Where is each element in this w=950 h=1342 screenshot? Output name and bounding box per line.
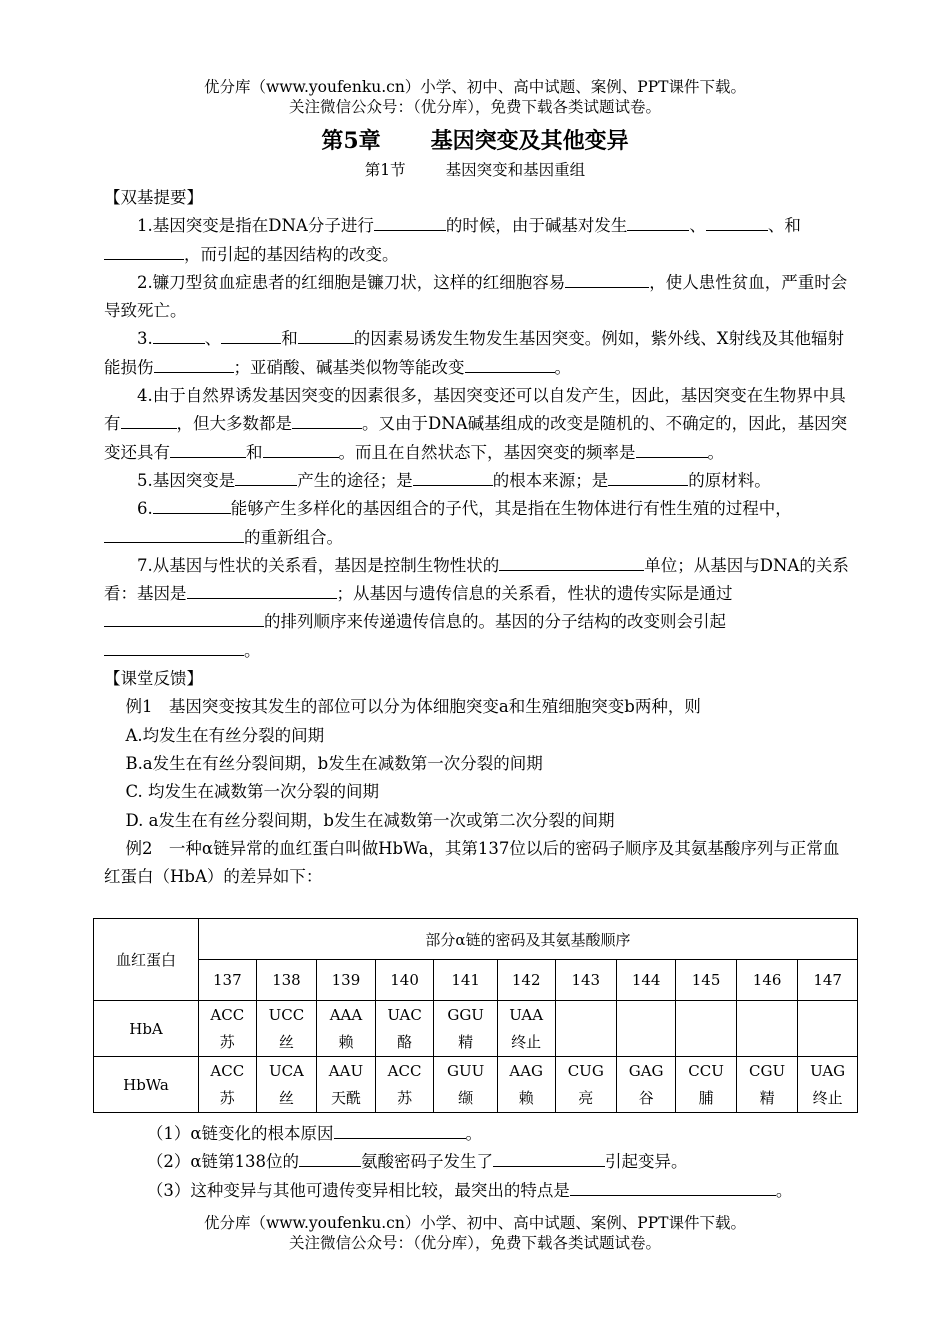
- amino-acid: 亮: [578, 1088, 594, 1107]
- amino-acid: 赖: [338, 1032, 354, 1051]
- amino-acid: 苏: [219, 1032, 235, 1051]
- example-2-questions: [104, 1120, 854, 1205]
- amino-acid: 苏: [397, 1088, 413, 1107]
- position-header: 140: [375, 960, 434, 1001]
- codon: CGU: [749, 1061, 786, 1080]
- amino-acid: 酪: [397, 1032, 413, 1051]
- hemoglobin-name: HbA: [94, 1001, 199, 1057]
- codon: AAA: [329, 1005, 363, 1024]
- codon: UAA: [509, 1005, 544, 1024]
- chapter-name: 基因突变及其他变异: [430, 128, 629, 154]
- codon: ACC: [387, 1061, 422, 1080]
- amino-acid: 丝: [278, 1032, 294, 1051]
- codon-cell: [555, 1001, 616, 1057]
- codon: UAG: [810, 1061, 846, 1080]
- codon-cell: [736, 1057, 797, 1113]
- codon-cell: [199, 1001, 257, 1057]
- question-7: 7.从基因与性状的关系看，基因是控制生物性状的 单位；从基因与DNA的关系看：基因是 ；从基因与遗传信息的关系看，性状的遗传实际是通过的排列顺序来传递遗传信息的。基因的分子结构的改变则会引起。: [104, 552, 854, 665]
- header-line-2: 关注微信公众号：（优分库），免费下载各类试题试卷。: [288, 98, 661, 116]
- position-header: 139: [317, 960, 375, 1001]
- codon: AAU: [328, 1061, 364, 1080]
- header-line-1: 优分库（www.youfenku.cn）小学、初中、高中试题、案例、PPT课件下载。: [203, 78, 747, 96]
- codon: UAC: [387, 1005, 422, 1024]
- position-header: 146: [736, 960, 797, 1001]
- section-label-feedback: 【课堂反馈】: [104, 669, 203, 689]
- example-1-option-b: B.a发生在有丝分裂间期，b发生在减数第一次分裂的间期: [125, 753, 543, 773]
- amino-acid: 缬: [458, 1088, 474, 1107]
- example-1-stem: 例1 基因突变按其发生的部位可以分为体细胞突变a和生殖细胞突变b两种，则: [125, 697, 701, 717]
- position-header: 144: [616, 960, 675, 1001]
- amino-acid: 丝: [278, 1088, 294, 1107]
- codon-cell: [676, 1057, 737, 1113]
- codon: ACC: [210, 1061, 245, 1080]
- amino-acid: 天酰: [330, 1088, 361, 1107]
- amino-acid: 精: [759, 1088, 775, 1107]
- amino-acid: 精: [458, 1032, 474, 1051]
- hemoglobin-name: HbWa: [94, 1057, 199, 1113]
- codon: GGU: [447, 1005, 484, 1024]
- codon-cell: [676, 1001, 737, 1057]
- question-1: 1.基因突变是指在DNA分子进行 的时候，由于碱基对发生 、 、和，而引起的基因结构的改变。: [104, 212, 854, 269]
- section-title: [0, 158, 950, 180]
- example-2-stem: 例2 一种α链异常的血红蛋白叫做HbWa，其第137位以后的密码子顺序及其氨基酸序列与正常血红蛋白（HbA）的差异如下：: [104, 838, 840, 887]
- codon-cell: [616, 1001, 675, 1057]
- codon-cell: [375, 1001, 434, 1057]
- amino-acid: 脯: [698, 1088, 714, 1107]
- codon: UCC: [268, 1005, 305, 1024]
- table-column-header: 部分α链的密码及其氨基酸顺序: [199, 919, 858, 960]
- sub-question-2: （2）α链第138位的 氨酸密码子发生了 引起变异。: [104, 1148, 854, 1176]
- table-row-header: 血红蛋白: [94, 919, 199, 1001]
- codon: UCA: [268, 1061, 304, 1080]
- position-header: 141: [434, 960, 497, 1001]
- example-1-option-d: D. a发生在有丝分裂间期，b发生在减数第一次或第二次分裂的间期: [125, 810, 615, 830]
- hemoglobin-table: [93, 918, 858, 1113]
- amino-acid: 赖: [518, 1088, 534, 1107]
- amino-acid: 终止: [511, 1032, 542, 1051]
- amino-acid: 终止: [812, 1088, 843, 1107]
- chapter-number: 第5章: [321, 128, 381, 154]
- codon: GUU: [447, 1061, 485, 1080]
- codon-cell: [256, 1057, 317, 1113]
- codon: AAG: [509, 1061, 544, 1080]
- sub-question-1: （1）α链变化的根本原因 。: [104, 1120, 854, 1148]
- codon-cell: [434, 1001, 497, 1057]
- codon-cell: [798, 1001, 858, 1057]
- chapter-title: [0, 124, 950, 155]
- codon-cell: [375, 1057, 434, 1113]
- sub-question-3: （3）这种变异与其他可遗传变异相比较，最突出的特点是 。: [104, 1177, 854, 1205]
- codon-cell: [616, 1057, 675, 1113]
- footer-line-1: 优分库（www.youfenku.cn）小学、初中、高中试题、案例、PPT课件下载。: [203, 1214, 747, 1232]
- position-header: 137: [199, 960, 257, 1001]
- question-4: 4.由于自然界诱发基因突变的因素很多，基因突变还可以自发产生，因此，基因突变在生物界中具有 ，但大多数都是 。又由于DNA碱基组成的改变是随机的、不确定的，因此，基因突变还具有 和 。而且在自然状态下，基因突变的频率是 。: [104, 386, 848, 462]
- position-header: 143: [555, 960, 616, 1001]
- codon: CUG: [567, 1061, 604, 1080]
- section-label-basics: 【双基提要】: [104, 188, 203, 207]
- footer-line-2: 关注微信公众号：（优分库），免费下载各类试题试卷。: [288, 1234, 661, 1252]
- codon-cell: [256, 1001, 317, 1057]
- position-header: 145: [676, 960, 737, 1001]
- position-header: 138: [256, 960, 317, 1001]
- section-name: 基因突变和基因重组: [445, 161, 586, 179]
- example-1-option-a: A.均发生在有丝分裂的间期: [125, 725, 325, 745]
- position-header: 142: [497, 960, 555, 1001]
- question-2: 2.镰刀型贫血症患者的红细胞是镰刀状，这样的红细胞容易 ，使人患性贫血，严重时会导致死亡。: [104, 269, 854, 326]
- basic-review: [104, 184, 854, 891]
- position-header: 147: [798, 960, 858, 1001]
- codon-cell: [497, 1001, 555, 1057]
- codon-cell: [798, 1057, 858, 1113]
- codon-cell: [555, 1057, 616, 1113]
- codon-cell: [317, 1057, 375, 1113]
- codon-cell: [497, 1057, 555, 1113]
- example-1-option-c: C. 均发生在减数第一次分裂的间期: [125, 782, 379, 802]
- amino-acid: 苏: [219, 1088, 235, 1107]
- codon: CCU: [688, 1061, 724, 1080]
- codon: ACC: [210, 1005, 245, 1024]
- question-5: 5.基因突变是 产生的途径；是 的根本来源；是 的原材料。: [104, 467, 854, 495]
- amino-acid: 谷: [638, 1088, 654, 1107]
- section-number: 第1节: [364, 161, 406, 179]
- codon: GAG: [628, 1061, 664, 1080]
- codon-cell: [736, 1001, 797, 1057]
- question-6: 6. 能够产生多样化的基因组合的子代，其是指在生物体进行有性生殖的过程中，的重新组合。: [104, 495, 854, 552]
- question-3: 3. 、 和 的因素易诱发生物发生基因突变。例如，紫外线、X射线及其他辐射能损伤 ；亚硝酸、碱基类似物等能改变 。: [104, 325, 854, 382]
- codon-cell: [199, 1057, 257, 1113]
- codon-cell: [434, 1057, 497, 1113]
- codon-cell: [317, 1001, 375, 1057]
